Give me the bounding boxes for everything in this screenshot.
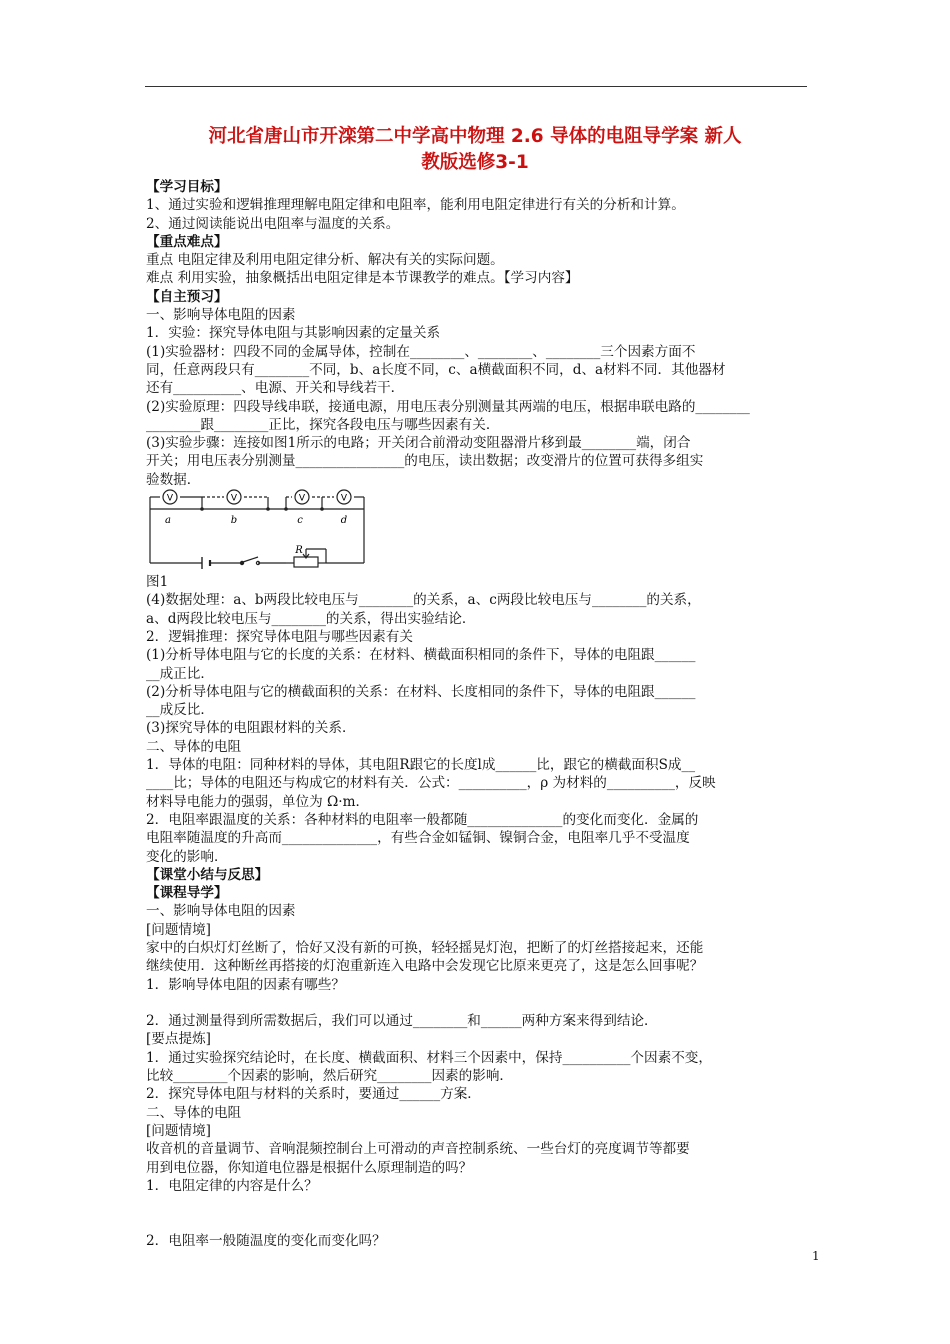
section-heading: 【自主预习】 bbox=[146, 288, 228, 305]
voltmeter-icon bbox=[163, 490, 177, 504]
page-number: 1 bbox=[812, 1249, 820, 1263]
text-line: 2．电阻率一般随温度的变化而变化吗？ bbox=[146, 1232, 386, 1249]
text-line: (1)分析导体电阻与它的长度的关系：在材料、横截面积相同的条件下，导体的电阻跟______ bbox=[146, 647, 696, 664]
text-line: [要点提炼] bbox=[146, 1031, 211, 1048]
rheostat-label: R bbox=[295, 545, 303, 557]
text-line: (3)实验步骤：连接如图1所示的电路；开关闭合前滑动变阻器滑片移到最________端，闭合 bbox=[146, 435, 691, 452]
header-rule bbox=[145, 86, 807, 87]
text-line: [问题情境] bbox=[146, 1122, 211, 1139]
text-line: 二、导体的电阻 bbox=[146, 738, 242, 755]
document-body bbox=[146, 178, 808, 1250]
document-title bbox=[130, 124, 820, 176]
text-line: ________跟________正比，探究各段电压与哪些因素有关． bbox=[146, 416, 500, 433]
voltmeter-icon bbox=[337, 490, 351, 504]
text-line: __成反比． bbox=[146, 702, 214, 719]
text-line: 家中的白炽灯灯丝断了，恰好又没有新的可换，轻轻摇晃灯泡，把断了的灯丝搭接起来，还能 bbox=[146, 939, 704, 956]
segment-label: a bbox=[165, 515, 171, 527]
text-line: 2．通过测量得到所需数据后，我们可以通过________和______两种方案来得到结论． bbox=[146, 1013, 658, 1030]
section-heading: 【课堂小结与反思】 bbox=[146, 866, 269, 883]
segment-label: b bbox=[230, 515, 238, 527]
text-line: 1．通过实验探究结论时，在长度、横截面积、材料三个因素中，保持__________个因素不变， bbox=[146, 1049, 712, 1066]
text-line: (3)探究导体的电阻跟材料的关系． bbox=[146, 720, 356, 737]
text-line: 一、影响导体电阻的因素 bbox=[146, 903, 296, 920]
section-heading: 【学习目标】 bbox=[146, 179, 228, 195]
text-line: 1．实验：探究导体电阻与其影响因素的定量关系 bbox=[146, 325, 441, 342]
title-line-1: 河北省唐山市开滦第二中学高中物理 2.6 导体的电阻导学案 新人 bbox=[208, 126, 742, 147]
text-line: 继续使用．这种断丝再搭接的灯泡重新连入电路中会发现它比原来更亮了，这是怎么回事呢？ bbox=[146, 958, 704, 975]
text-line: 2．逻辑推理：探究导体电阻与哪些因素有关 bbox=[146, 628, 413, 645]
circuit-diagram bbox=[146, 489, 386, 573]
voltmeter-symbol: V bbox=[166, 493, 174, 504]
text-line: 变化的影响． bbox=[146, 848, 228, 865]
text-line: 电阻率随温度的升高而______________，有些合金如锰铜、镍铜合金，电阻率几乎不受温度 bbox=[146, 830, 690, 847]
text-line: 收音机的音量调节、音响混频控制台上可滑动的声音控制系统、一些台灯的亮度调节等都要 bbox=[146, 1141, 690, 1158]
text-line: 同，任意两段只有________不同，b、a长度不同，c、a横截面积不同，d、a材料不同．其他器材 bbox=[146, 361, 726, 378]
text-line: 重点 电阻定律及利用电阻定律分析、解决有关的实际问题。 bbox=[146, 252, 504, 269]
voltmeter-symbol: V bbox=[340, 493, 348, 504]
voltmeter-icon bbox=[227, 490, 241, 504]
section-heading: 【课程导学】 bbox=[146, 885, 228, 902]
text-line: a、d两段比较电压与________的关系，得出实验结论． bbox=[146, 610, 476, 627]
text-line: 1．电阻定律的内容是什么？ bbox=[146, 1177, 318, 1194]
voltmeter-symbol: V bbox=[298, 493, 306, 504]
text-line: 难点 利用实验，抽象概括出电阻定律是本节课教学的难点。【学习内容】 bbox=[146, 270, 579, 287]
text-line: (2)分析导体电阻与它的横截面积的关系：在材料、长度相同的条件下，导体的电阻跟______ bbox=[146, 683, 696, 700]
segment-label: c bbox=[297, 515, 303, 527]
figure-caption: 图1 bbox=[146, 574, 169, 591]
text-line: 二、导体的电阻 bbox=[146, 1104, 242, 1121]
switch-lever bbox=[243, 557, 258, 562]
text-line: ____比；导体的电阻还与构成它的材料有关．公式：__________，ρ 为材料的__________，反映 bbox=[146, 775, 716, 792]
text-line: (2)实验原理：四段导线串联，接通电源，用电压表分别测量其两端的电压，根据串联电路的________ bbox=[146, 398, 750, 415]
text-line: 一、影响导体电阻的因素 bbox=[146, 307, 296, 324]
text-line: 1．导体的电阻：同种材料的导体，其电阻R跟它的长度l成______比，跟它的横截面积S成__ bbox=[146, 757, 696, 774]
text-line: 材料导电能力的强弱，单位为 Ω·m． bbox=[146, 793, 370, 810]
text-line: 用到电位器，你知道电位器是根据什么原理制造的吗？ bbox=[146, 1159, 473, 1176]
circuit-figure bbox=[146, 489, 808, 573]
voltmeter-icon bbox=[295, 490, 309, 504]
text-line: (4)数据处理：a、b两段比较电压与________的关系，a、c两段比较电压与________的关系， bbox=[146, 592, 701, 609]
text-line: __成正比． bbox=[146, 665, 214, 682]
segment-label: d bbox=[340, 515, 348, 527]
text-line: (1)实验器材：四段不同的金属导体，控制在________、________、________三个因素方面不 bbox=[146, 343, 696, 360]
text-line: 验数据． bbox=[146, 471, 201, 488]
text-line: 2．探究导体电阻与材料的关系时，要通过______方案． bbox=[146, 1086, 481, 1103]
text-line: 还有__________、电源、开关和导线若干． bbox=[146, 380, 405, 397]
text-line: 2．电阻率跟温度的关系：各种材料的电阻率一般都随______________的变化而变化．金属的 bbox=[146, 811, 699, 828]
text-line: [问题情境] bbox=[146, 921, 211, 938]
text-line: 2、通过阅读能说出电阻率与温度的关系。 bbox=[146, 215, 400, 232]
voltmeter-symbol: V bbox=[230, 493, 238, 504]
title-line-2: 教版选修3-1 bbox=[421, 152, 529, 173]
text-line: 1、通过实验和逻辑推理理解电阻定律和电阻率，能利用电阻定律进行有关的分析和计算。 bbox=[146, 197, 685, 214]
text-line: 1．影响导体电阻的因素有哪些？ bbox=[146, 976, 345, 993]
text-line: 开关；用电压表分别测量________________的电压，读出数据；改变滑片的位置可获得多组实 bbox=[146, 453, 704, 470]
text-line: 比较________个因素的影响，然后研究________因素的影响． bbox=[146, 1068, 514, 1085]
section-heading: 【重点难点】 bbox=[146, 233, 228, 250]
